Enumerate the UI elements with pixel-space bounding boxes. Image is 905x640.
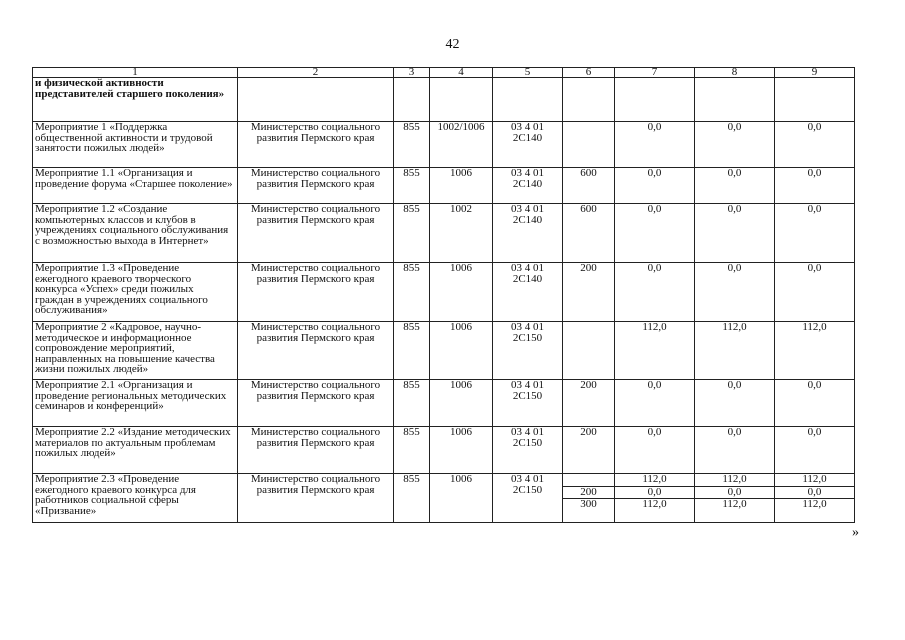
header-col-1: 1 (33, 68, 238, 78)
row-code-type: 200 (563, 427, 615, 474)
row-code-target: 03 4 01 2С150 (493, 380, 563, 427)
row-value-8: 0,0 (695, 168, 775, 204)
header-col-8: 8 (695, 68, 775, 78)
closing-quote: » (852, 525, 859, 540)
row-value-9: 0,0 (775, 168, 855, 204)
row-code-section: 1006 (430, 322, 493, 380)
row-value-9: 0,0 (775, 204, 855, 263)
subrow-value-7: 112,0 (615, 499, 695, 523)
row-code-target: 03 4 01 2С140 (493, 263, 563, 322)
row-code-grbs: 855 (394, 427, 430, 474)
table-row (33, 380, 855, 427)
row-executor: Министерство социального развития Пермского края (238, 474, 394, 523)
row-code-section: 1006 (430, 168, 493, 204)
row-code-type: 200 (563, 263, 615, 322)
row-code-grbs: 855 (394, 380, 430, 427)
row-value-8: 0,0 (695, 122, 775, 168)
subrow-value-8: 112,0 (695, 474, 775, 487)
row-executor: Министерство социального развития Пермского края (238, 122, 394, 168)
subrow-value-9: 112,0 (775, 474, 855, 487)
row-value-9: 112,0 (775, 322, 855, 380)
row-title: Мероприятие 1 «Поддержка общественной активности и трудовой занятости пожилых людей» (33, 122, 238, 168)
row-value-7 (615, 78, 695, 122)
row-value-8: 112,0 (695, 322, 775, 380)
row-title: Мероприятие 2.2 «Издание методических материалов по актуальным проблемам пожилых людей» (33, 427, 238, 474)
row-code-target: 03 4 01 2С150 (493, 322, 563, 380)
row-value-9: 0,0 (775, 263, 855, 322)
row-value-9: 0,0 (775, 380, 855, 427)
row-code-section: 1006 (430, 263, 493, 322)
row-title: Мероприятие 2 «Кадровое, научно-методическое и информационное сопровождение мероприятий, направленных на повышение качества жизни пожилых людей» (33, 322, 238, 380)
row-value-8: 0,0 (695, 263, 775, 322)
row-title: и физической активности представителей старшего поколения» (33, 78, 238, 122)
row-code-target (493, 78, 563, 122)
header-col-9: 9 (775, 68, 855, 78)
subrow-value-9: 0,0 (775, 487, 855, 499)
subrow-value-7: 0,0 (615, 487, 695, 499)
row-value-7: 0,0 (615, 168, 695, 204)
subrow-value-9: 112,0 (775, 499, 855, 523)
row-value-7: 0,0 (615, 427, 695, 474)
subrow-code-type (563, 474, 615, 487)
row-code-target: 03 4 01 2С140 (493, 122, 563, 168)
header-row (33, 68, 855, 78)
table-row (33, 204, 855, 263)
row-code-target: 03 4 01 2С140 (493, 204, 563, 263)
row-code-grbs: 855 (394, 474, 430, 523)
row-title: Мероприятие 1.2 «Создание компьютерных классов и клубов в учреждениях социального обслуживания с возможностью выхода в Интернет» (33, 204, 238, 263)
row-code-section: 1006 (430, 427, 493, 474)
row-value-7: 112,0 (615, 322, 695, 380)
table-row (33, 122, 855, 168)
header-col-2: 2 (238, 68, 394, 78)
row-value-8 (695, 78, 775, 122)
row-code-type (563, 122, 615, 168)
row-value-7: 0,0 (615, 380, 695, 427)
table-row (33, 78, 855, 122)
row-executor: Министерство социального развития Пермского края (238, 322, 394, 380)
row-title: Мероприятие 1.1 «Организация и проведение форума «Старшее поколение» (33, 168, 238, 204)
table-row (33, 322, 855, 380)
row-executor: Министерство социального развития Пермского края (238, 204, 394, 263)
table-row (33, 168, 855, 204)
row-executor (238, 78, 394, 122)
table-row (33, 474, 855, 487)
row-value-8: 0,0 (695, 427, 775, 474)
row-code-section: 1002 (430, 204, 493, 263)
table-row (33, 263, 855, 322)
row-executor: Министерство социального развития Пермского края (238, 168, 394, 204)
row-code-type (563, 322, 615, 380)
row-code-type: 600 (563, 168, 615, 204)
row-code-grbs: 855 (394, 263, 430, 322)
subrow-value-8: 0,0 (695, 487, 775, 499)
row-code-type: 600 (563, 204, 615, 263)
row-title: Мероприятие 1.3 «Проведение ежегодного краевого творческого конкурса «Успех» среди пожилых граждан в учреждениях социального обслуживания» (33, 263, 238, 322)
row-code-grbs: 855 (394, 204, 430, 263)
subrow-code-type: 200 (563, 487, 615, 499)
header-col-7: 7 (615, 68, 695, 78)
page-number: 42 (445, 37, 460, 52)
row-code-section: 1006 (430, 380, 493, 427)
row-code-type: 200 (563, 380, 615, 427)
row-code-section (430, 78, 493, 122)
row-code-target: 03 4 01 2С140 (493, 168, 563, 204)
row-value-7: 0,0 (615, 122, 695, 168)
header-col-6: 6 (563, 68, 615, 78)
row-code-section: 1006 (430, 474, 493, 523)
row-code-grbs: 855 (394, 322, 430, 380)
subrow-value-7: 112,0 (615, 474, 695, 487)
row-value-7: 0,0 (615, 263, 695, 322)
table-row (33, 427, 855, 474)
row-title: Мероприятие 2.3 «Проведение ежегодного краевого конкурса для работников социальной сферы «Призвание» (33, 474, 238, 523)
row-code-grbs: 855 (394, 122, 430, 168)
row-executor: Министерство социального развития Пермского края (238, 380, 394, 427)
row-title: Мероприятие 2.1 «Организация и проведение региональных методических семинаров и конференций» (33, 380, 238, 427)
row-value-9: 0,0 (775, 427, 855, 474)
row-executor: Министерство социального развития Пермского края (238, 427, 394, 474)
row-value-8: 0,0 (695, 380, 775, 427)
row-code-grbs: 855 (394, 168, 430, 204)
subrow-code-type: 300 (563, 499, 615, 523)
row-value-9 (775, 78, 855, 122)
header-col-4: 4 (430, 68, 493, 78)
row-code-section: 1002/1006 (430, 122, 493, 168)
row-executor: Министерство социального развития Пермского края (238, 263, 394, 322)
header-col-3: 3 (394, 68, 430, 78)
row-code-target: 03 4 01 2С150 (493, 474, 563, 523)
row-code-grbs (394, 78, 430, 122)
budget-table (32, 67, 855, 523)
row-code-type (563, 78, 615, 122)
row-code-target: 03 4 01 2С150 (493, 427, 563, 474)
row-value-9: 0,0 (775, 122, 855, 168)
header-col-5: 5 (493, 68, 563, 78)
row-value-8: 0,0 (695, 204, 775, 263)
subrow-value-8: 112,0 (695, 499, 775, 523)
row-value-7: 0,0 (615, 204, 695, 263)
